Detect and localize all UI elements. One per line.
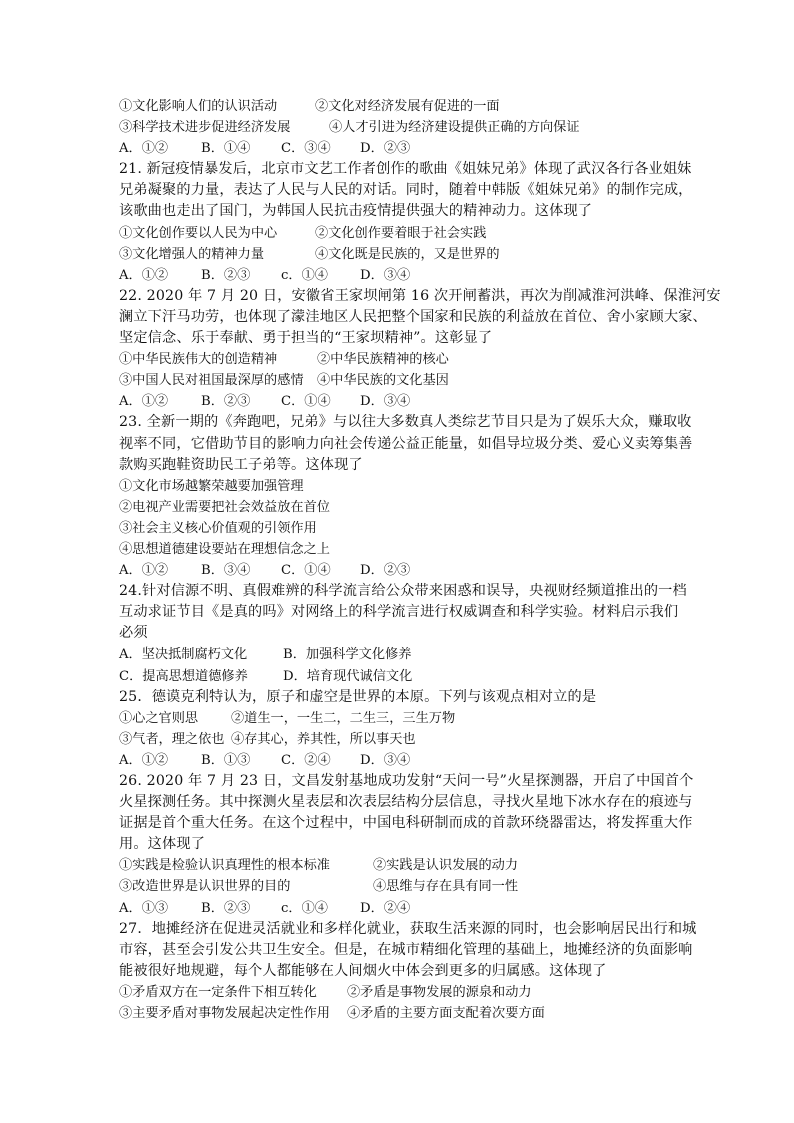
option-row <box>119 244 679 265</box>
option-text: ④矛盾的主要方面支配着次要方面 <box>347 1006 545 1022</box>
answer-choices <box>119 391 679 412</box>
option-text: ④思想道德建设要站在理想信念之上 <box>119 541 330 557</box>
option-text: ④文化既是民族的，又是世界的 <box>315 246 500 262</box>
stem-line: 24.针对信源不明、真假难辨的科学流言给公众带来困惑和误导，央视财经频道推出的一档 <box>119 583 687 600</box>
answer-choice: C．提高思想道德修养 <box>119 668 248 684</box>
option-row <box>119 349 679 370</box>
answer-choice: B．①③ <box>201 752 251 768</box>
answer-choice: A．①② <box>119 394 169 410</box>
answer-choice: B．③④ <box>201 563 251 579</box>
stem-line: 证据是首个重大任务。在这个过程中，中国电科研制而成的首款环绕器雷达，将发挥重大作 <box>119 815 693 832</box>
stem-line: 坚定信念、乐于奉献、勇于担当的“王家坝精神”。这彰显了 <box>119 330 493 347</box>
answer-choice: B．②③ <box>201 900 251 916</box>
stem-line: 兄弟凝聚的力量，表达了人民与人民的对话。同时，随着中韩版《姐妹兄弟》的制作完成， <box>119 182 693 199</box>
answer-choice: A．①② <box>119 563 169 579</box>
question-block <box>119 771 694 919</box>
answer-choice: D．②③ <box>360 141 411 157</box>
answer-choice: A．坚决抵制腐朽文化 <box>119 647 248 663</box>
answer-choice: D．③④ <box>360 394 411 410</box>
option-row <box>119 876 679 897</box>
option-row <box>119 518 679 539</box>
stem-line: 27．地摊经济在促进灵活就业和多样化就业，获取生活来源的同时，也会影响居民出行和城 <box>119 920 697 937</box>
question-stem <box>119 687 679 708</box>
option-row <box>119 539 679 560</box>
question-block <box>119 687 679 771</box>
option-text: ④中华民族的文化基因 <box>317 373 449 389</box>
option-text: ③主要矛盾对事物发展起决定性作用 <box>119 1006 330 1022</box>
option-row <box>119 117 679 138</box>
stem-line: 火星探测任务。其中探测火星表层和次表层结构分层信息，寻找火星地下冰水存在的痕迹与 <box>119 794 693 811</box>
stem-line: 视率不同，它借助节目的影响力向社会传递公益正能量，如倡导垃圾分类、爱心义卖筹集善 <box>119 435 693 452</box>
stem-line: 23. 全新一期的《奔跑吧，兄弟》与以往大多数真人类综艺节目只是为了娱乐大众，赚取收 <box>119 414 692 431</box>
stem-line: 该歌曲也走出了国门，为韩国人民抗击疫情提供强大的精神动力。这体现了 <box>119 203 593 220</box>
question-stem <box>119 919 697 982</box>
stem-line: 互动求证节目《是真的吗》对网络上的科学流言进行权威调查和科学实验。材料启示我们 <box>119 604 679 621</box>
option-text: ④存其心，养其性，所以事天也 <box>231 731 416 747</box>
option-text: ④思维与存在具有同一性 <box>373 879 519 895</box>
option-text: ①心之官则思 <box>119 710 199 726</box>
answer-choices <box>119 138 679 159</box>
answer-choice: B．加强科学文化修养 <box>283 647 412 663</box>
answer-choice: D．②③ <box>360 563 411 579</box>
option-text: ③中国人民对祖国最深厚的感情 <box>119 373 304 389</box>
question-block <box>119 286 721 413</box>
option-text: ③气者，理之依也 <box>119 731 225 747</box>
option-text: ②电视产业需要把社会效益放在首位 <box>119 499 330 515</box>
option-text: ②矛盾是事物发展的源泉和动力 <box>347 984 532 1000</box>
option-text: ①矛盾双方在一定条件下相互转化 <box>119 984 317 1000</box>
answer-choice: D．③④ <box>360 267 411 283</box>
answer-choice: C．③④ <box>281 141 331 157</box>
answer-choice: C．①④ <box>281 563 331 579</box>
option-text: ①文化创作要以人民为中心 <box>119 225 278 241</box>
question-stem <box>119 412 693 475</box>
answer-choice: B．②③ <box>201 267 251 283</box>
option-text: ②文化对经济发展有促进的一面 <box>315 99 500 114</box>
answer-choices <box>119 560 679 581</box>
question-stem <box>119 286 721 349</box>
option-text: ②中华民族精神的核心 <box>317 352 449 368</box>
question-block <box>119 412 693 581</box>
option-text: ④人才引进为经济建设提供正确的方向保证 <box>329 120 580 136</box>
answer-choice: A．①② <box>119 141 169 157</box>
option-text: ③改造世界是认识世界的目的 <box>119 879 291 895</box>
answer-choice: B．②③ <box>201 394 251 410</box>
option-row <box>119 855 679 876</box>
option-row <box>119 370 679 391</box>
question-block <box>119 581 687 686</box>
question-block <box>119 96 679 159</box>
question-list <box>119 96 721 1024</box>
question-stem <box>119 771 694 855</box>
option-text: ①中华民族伟大的创造精神 <box>119 352 278 368</box>
answer-choices <box>119 265 679 286</box>
option-text: ③文化增强人的精神力量 <box>119 246 265 262</box>
option-text: ①文化市场越繁荣越要加强管理 <box>119 478 304 494</box>
stem-line: 21. 新冠疫情暴发后，北京市文艺工作者创作的歌曲《姐妹兄弟》体现了武汉各行各业姐妹 <box>119 161 692 178</box>
option-text: ③社会主义核心价值观的引领作用 <box>119 520 317 536</box>
option-row <box>119 476 679 497</box>
question-block <box>119 159 693 286</box>
option-row <box>119 708 679 729</box>
answer-choice: D．②④ <box>360 900 411 916</box>
answer-choices <box>119 644 679 665</box>
option-row <box>119 982 679 1003</box>
option-text: ①文化影响人们的认识活动 <box>119 99 278 114</box>
answer-choice: D．③④ <box>360 752 411 768</box>
answer-choice: B．①④ <box>201 141 251 157</box>
answer-choice: C．①④ <box>281 394 331 410</box>
answer-choice: C．②④ <box>281 752 331 768</box>
option-row <box>119 1003 679 1024</box>
stem-line: 25．德谟克利特认为，原子和虚空是世界的本原。下列与该观点相对立的是 <box>119 688 597 705</box>
stem-line: 必须 <box>119 625 148 642</box>
question-stem <box>119 159 693 222</box>
option-row <box>119 497 679 518</box>
option-row <box>119 729 679 750</box>
option-text: ②道生一，一生二，二生三，三生万物 <box>231 710 456 726</box>
answer-choice: c．①④ <box>281 900 328 916</box>
answer-choice: D．培育现代诚信文化 <box>283 668 413 684</box>
answer-choices <box>119 898 679 919</box>
stem-line: 用。这体现了 <box>119 836 206 853</box>
option-row <box>119 223 679 244</box>
question-block <box>119 919 697 1024</box>
stem-line: 款购买跑鞋资助民工子弟等。这体现了 <box>119 456 363 473</box>
answer-choices <box>119 750 679 771</box>
option-text: ③科学技术进步促进经济发展 <box>119 120 291 136</box>
stem-line: 26. 2020 年 7 月 23 日，文昌发射基地成功发射“天问一号”火星探测器，开启了中国首个 <box>119 773 694 789</box>
stem-line: 22. 2020 年 7 月 20 日，安徽省王家坝闸第 16 次开闸蓄洪，再次为削减淮河洪峰、保淮河安 <box>119 287 721 304</box>
answer-choice: A．①② <box>119 752 169 768</box>
answer-choice: c．①④ <box>281 267 328 283</box>
option-row <box>119 96 679 117</box>
option-text: ②实践是认识发展的动力 <box>373 858 519 874</box>
answer-choice: A．①② <box>119 267 169 283</box>
question-stem <box>119 581 687 644</box>
option-text: ②文化创作要着眼于社会实践 <box>315 225 487 241</box>
stem-line: 能被很好地规避，每个人都能够在人间烟火中体会到更多的归属感。这体现了 <box>119 962 607 979</box>
answer-choices <box>119 666 679 687</box>
option-text: ①实践是检验认识真理性的根本标准 <box>119 858 330 874</box>
stem-line: 澜立下汗马功劳，也体现了濛洼地区人民把整个国家和民族的利益放在首位、舍小家顾大家、 <box>119 308 707 325</box>
answer-choice: A．①③ <box>119 900 169 916</box>
stem-line: 市容，甚至会引发公共卫生安全。但是，在城市精细化管理的基础上，地摊经济的负面影响 <box>119 941 693 958</box>
